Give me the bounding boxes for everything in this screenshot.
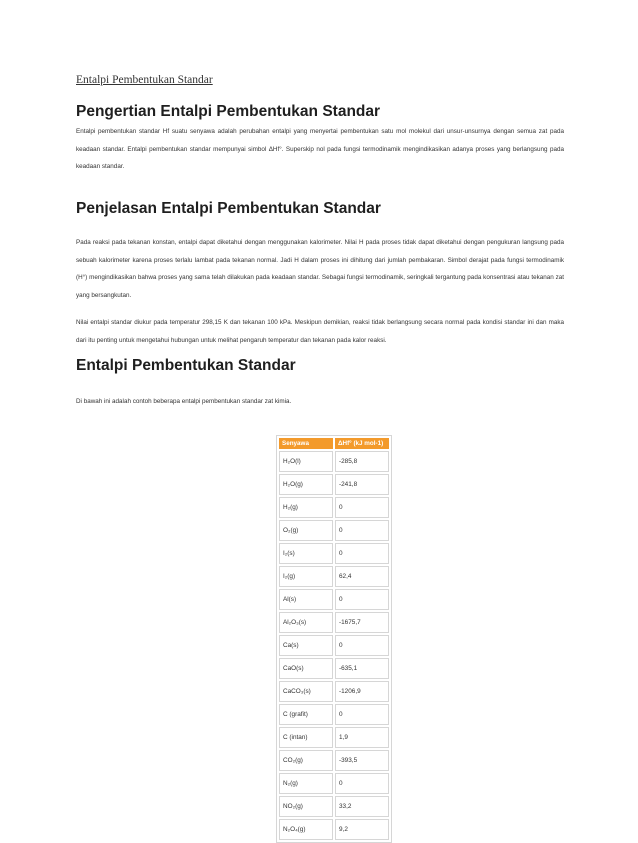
- table-row: [279, 704, 389, 725]
- compound-cell: O₂(g): [279, 520, 333, 541]
- compound-cell: CO₂(g): [279, 750, 333, 771]
- table-row: [279, 635, 389, 656]
- enthalpy-value-cell: 1,9: [335, 727, 389, 748]
- enthalpy-value-cell: 9,2: [335, 819, 389, 840]
- enthalpy-value-cell: -1675,7: [335, 612, 389, 633]
- heading-pengertian: Pengertian Entalpi Pembentukan Standar: [76, 103, 381, 120]
- paragraph-penjelasan-1: Pada reaksi pada tekanan konstan, entalpi dapat diketahui dengan menggunakan kalorimeter. Nilai H pada proses tidak dapat diketahui dengan pengukuran langsung pada sebuah kalorimeter karena proses terlalu lambat pada tekanan normal. Jadi H dalam proses ini dihitung dari jumlah pembakaran. Simbol derajat pada fungsi termodinamik (H°) mengindikasikan bahwa proses yang sama telah dilakukan pada keadaan standar. Sebagai fungsi termodinamik, seringkali tergantung pada konsentrasi atau tekanan zat yang bersangkutan.: [76, 239, 564, 299]
- compound-cell: NO₂(g): [279, 796, 333, 817]
- table-row: [279, 566, 389, 587]
- header-senyawa: Senyawa: [279, 438, 333, 449]
- enthalpy-value-cell: 0: [335, 635, 389, 656]
- heading-penjelasan: Penjelasan Entalpi Pembentukan Standar: [76, 200, 381, 217]
- table-row: [279, 727, 389, 748]
- table-row: [279, 474, 389, 495]
- enthalpy-value-cell: 0: [335, 704, 389, 725]
- enthalpy-value-cell: 62,4: [335, 566, 389, 587]
- enthalpy-value-cell: -241,8: [335, 474, 389, 495]
- enthalpy-value-cell: 33,2: [335, 796, 389, 817]
- compound-cell: H₂O(l): [279, 451, 333, 472]
- enthalpy-value-cell: 0: [335, 589, 389, 610]
- compound-cell: Al₂O₃(s): [279, 612, 333, 633]
- table-row: [279, 658, 389, 679]
- paragraph-table-intro: Di bawah ini adalah contoh beberapa entalpi pembentukan standar zat kimia.: [76, 398, 292, 405]
- compound-cell: Ca(s): [279, 635, 333, 656]
- table-row: [279, 773, 389, 794]
- table-row: [279, 681, 389, 702]
- compound-cell: CaO(s): [279, 658, 333, 679]
- compound-cell: CaCO₃(s): [279, 681, 333, 702]
- compound-cell: Al(s): [279, 589, 333, 610]
- top-title-link[interactable]: Entalpi Pembentukan Standar: [76, 74, 213, 86]
- heading-entalpi-standar: Entalpi Pembentukan Standar: [76, 357, 296, 374]
- paragraph-penjelasan-2: Nilai entalpi standar diukur pada temperatur 298,15 K dan tekanan 100 kPa. Meskipun demikian, reaksi tidak berlangsung secara normal pada kondisi standar ini dan maka dari itu penting untuk mengetahui hubungan untuk melihat pengaruh temperatur dan tekanan pada kalor reaksi.: [76, 319, 564, 344]
- table-row: [279, 796, 389, 817]
- enthalpy-value-cell: 0: [335, 543, 389, 564]
- enthalpy-value-cell: -393,5: [335, 750, 389, 771]
- enthalpy-value-cell: -635,1: [335, 658, 389, 679]
- table-row: [279, 589, 389, 610]
- compound-cell: H₂O(g): [279, 474, 333, 495]
- compound-cell: H₂(g): [279, 497, 333, 518]
- table-row: [279, 819, 389, 840]
- table-header-row: [279, 438, 389, 449]
- compound-cell: C (intan): [279, 727, 333, 748]
- table-row: [279, 451, 389, 472]
- compound-cell: N₂(g): [279, 773, 333, 794]
- table-row: [279, 543, 389, 564]
- paragraph-pengertian: Entalpi pembentukan standar Hf suatu senyawa adalah perubahan entalpi yang menyertai pembentukan satu mol molekul dari unsur-unsurnya dengan semua zat pada keadaan standar. Entalpi pembentukan standar mempunyai simbol ΔHf°. Superskip nol pada fungsi termodinamik mengindikasikan adanya proses yang berlangsung pada keadaan standar.: [76, 128, 564, 170]
- compound-cell: N₂O₄(g): [279, 819, 333, 840]
- enthalpy-value-cell: 0: [335, 497, 389, 518]
- enthalpy-value-cell: -1206,9: [335, 681, 389, 702]
- compound-cell: I₂(g): [279, 566, 333, 587]
- compound-cell: I₂(s): [279, 543, 333, 564]
- table-row: [279, 520, 389, 541]
- enthalpy-value-cell: 0: [335, 520, 389, 541]
- table-row: [279, 497, 389, 518]
- header-delta-h: ΔHf° (kJ mol-1): [335, 438, 389, 449]
- enthalpy-table: [276, 435, 392, 843]
- table-row: [279, 612, 389, 633]
- enthalpy-value-cell: -285,8: [335, 451, 389, 472]
- table-row: [279, 750, 389, 771]
- compound-cell: C (grafit): [279, 704, 333, 725]
- enthalpy-value-cell: 0: [335, 773, 389, 794]
